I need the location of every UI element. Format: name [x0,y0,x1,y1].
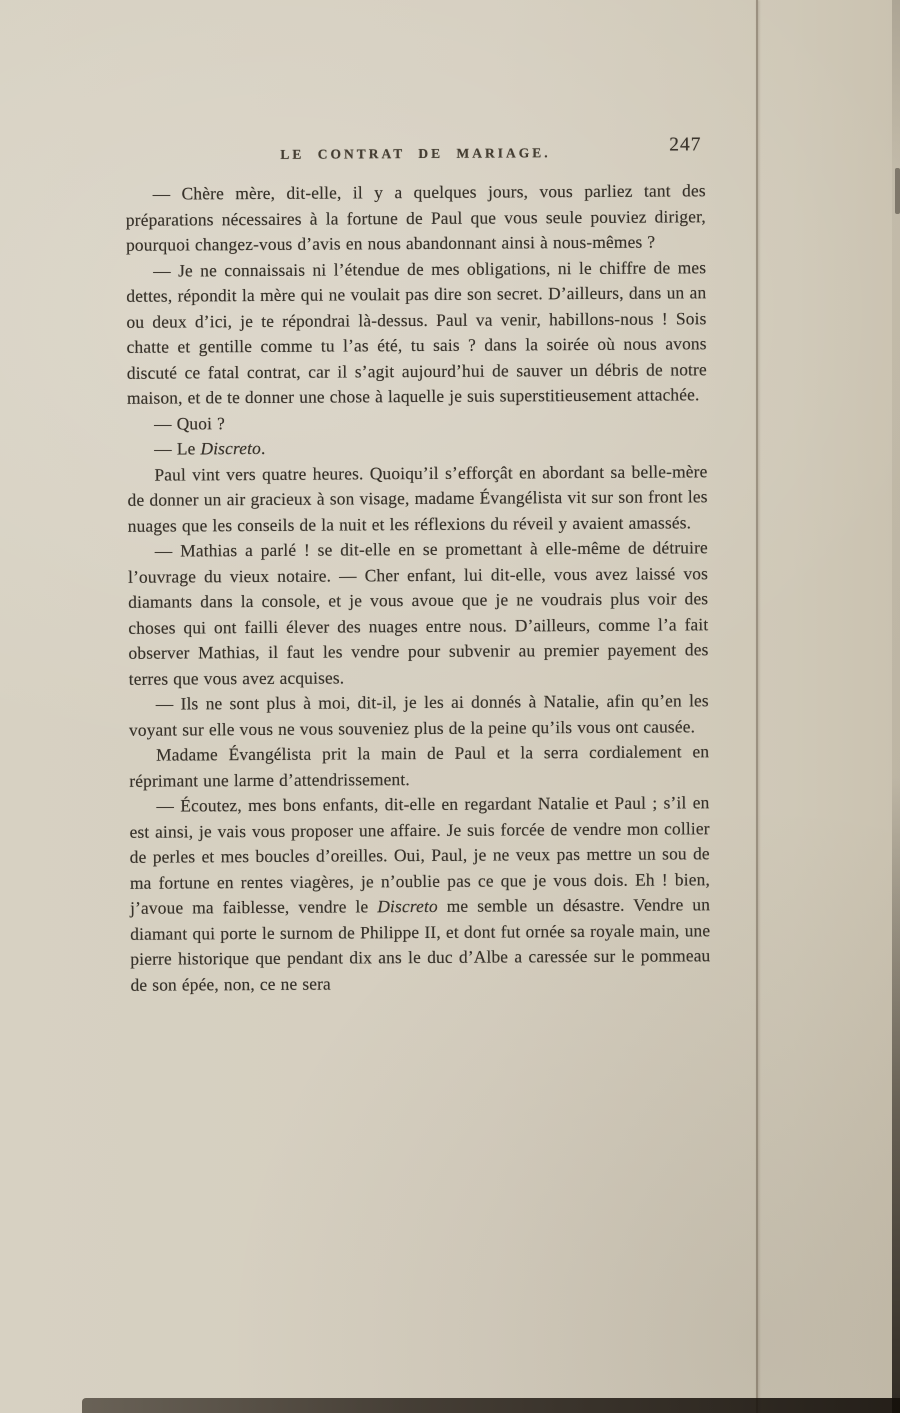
paragraph [128,535,709,692]
text-segment: me semble un désastre. Vendre un diamant qui porte le surnom de Philippe II, et dont fut ornée sa royale main, une pierre historique que pendant dix ans le duc d’Albe a caressée sur le pommeau de son épée, non, ce ne sera [130,894,711,995]
page-gutter-shadow [756,0,758,1413]
text-segment: Paul vint vers quatre heures. Quoiqu’il s’efforçât en abordant sa belle-mère de donner un air gracieux à son visage, madame Évangélista vit sur son front les nuages que les conseils de la nuit et les réflexions du réveil y avaient amassés. [127,460,708,536]
scan-edge-mark [895,168,900,214]
text-segment: . [260,437,266,458]
paragraph [126,178,706,258]
paragraph [127,408,707,437]
text-segment: — Mathias a parlé ! se dit-elle en se promettant à elle-même de détruire l’ouvrage du vieux notaire. — Cher enfant, lui dit-elle, vous avez laissé vos diamants dans la console, et je vous avoue que je ne voudrais plus voir des choses qui ont failli élever des nuages entre nous. D’ailleurs, comme l’a fait observer Mathias, il faut les vendre pour subvenir au premier payement des terres que vous avez acquises. [127,537,709,689]
text-segment: — Je ne connaissais ni l’étendue de mes obligations, ni le chiffre de mes dettes, répondit la mère qui ne voulait pas dire son secret. D’ailleurs, dans un an ou deux d’ici, je te répondrai là-dessus. Paul va venir, habillons-nous ! Sois chatte et gentille comme tu l’as été, tu sais ? dans la soirée où nous avons discuté ce fatal contrat, car il s’agit aujourd’hui de sauver un débris de notre maison, et de te donner une chose à laquelle je suis superstitieusement attachée. [126,256,707,408]
paragraph [127,459,707,539]
paragraph [129,790,710,998]
text-segment: — Chère mère, dit-elle, il y a quelques jours, vous parliez tant des préparations nécessaires à la fortune de Paul que vous seule pouviez diriger, pourquoi changez-vous d’avis en nous abandonnant ainsi à nous-mêmes ? [125,180,706,255]
paragraph [127,433,707,462]
page-header [125,136,705,170]
italic-text: Discreto [377,895,438,917]
text-segment: — Ils ne sont plus à moi, dit-il, je les ai donnés à Natalie, afin qu’en les voyant sur elle vous ne vous souveniez plus de la peine qu’ils vous ont causée. [128,690,709,740]
page-content [125,136,710,998]
italic-text: Discreto [200,437,261,459]
paragraph [129,688,709,743]
scan-bottom-edge-shadow [82,1398,900,1413]
paragraph [129,739,709,794]
text-segment: — Écoutez, mes bons enfants, dit-elle en regardant Natalie et Paul ; s’il en est ainsi, je vais vous proposer une affaire. Je suis forcée de vendre mon collier de perles et mes boucles d’oreilles. Oui, Paul, je ne veux pas mettre un sou de ma fortune en rentes viagères, je n’oublie pas ce que je vous dois. Eh ! bien, j’avoue ma faiblesse, vendre le [129,792,710,918]
text-segment: — Le [154,438,201,459]
text-block [126,178,711,998]
paragraph [126,255,707,412]
page-number: 247 [669,134,702,156]
text-segment: — Quoi ? [154,412,225,434]
running-title: LE CONTRAT DE MARIAGE. [280,145,551,162]
text-segment: Madame Évangélista prit la main de Paul et la serra cordialement en réprimant une larme d’attendrissement. [129,741,710,791]
